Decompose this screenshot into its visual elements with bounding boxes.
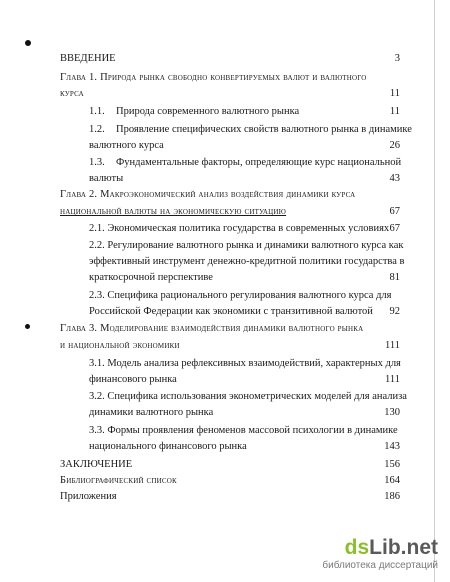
toc-section-1-3-title-line1: Фундаментальные факторы, определяющие курс национальной (116, 157, 402, 168)
toc-section-3-3-title-line2: национального финансового рынка (89, 441, 247, 452)
toc-section-1-2-title-line1: Проявление специфических свойств валютного рынка в динамике (116, 124, 412, 135)
toc-section-3-3-page: 143 (384, 441, 400, 452)
punch-hole-mark-middle (25, 324, 30, 329)
toc-section-1-3-number: 1.3. (89, 157, 105, 168)
page-edge-line (434, 0, 435, 582)
toc-section-2-3-page: 92 (389, 306, 400, 317)
toc-chapter2-title-line1: Глава 2. Макроэкономический анализ воздействия динамики курса (60, 189, 356, 200)
toc-chapter3-title-line1: Глава 3. Моделирование взаимодействия динамики валютного рынка (60, 323, 364, 334)
toc-bibliography-page: 164 (384, 475, 400, 486)
toc-intro-label: ВВЕДЕНИЕ (60, 53, 116, 64)
toc-section-3-1-page: 111 (385, 374, 400, 385)
toc-chapter2-page: 67 (389, 206, 400, 217)
toc-section-2-3-title-line1: 2.3. Специфика рационального регулирования валютного курса для (89, 290, 392, 301)
toc-section-1-2-number: 1.2. (89, 124, 105, 135)
toc-section-2-3-title-line2: Российской Федерации как экономики с транзитивной валютой (89, 306, 373, 317)
toc-conclusion-page: 156 (384, 459, 400, 470)
toc-chapter2-title-line2: национальной валюты на экономическую ситуацию (60, 206, 287, 217)
toc-section-1-2-page: 26 (389, 140, 400, 151)
toc-section-1-3-title-line2: валюты (89, 173, 124, 184)
toc-section-3-1-title-line2: финансового рынка (89, 374, 177, 385)
toc-chapter1-page: 11 (389, 88, 400, 99)
toc-section-2-2-title-line3: краткосрочной перспективе (89, 272, 213, 283)
toc-section-2-1-page: 67 (389, 223, 400, 234)
toc-section-3-1-title-line1: 3.1. Модель анализа рефлексивных взаимодействий, характерных для (89, 358, 401, 369)
toc-conclusion-label: ЗАКЛЮЧЕНИЕ (60, 459, 133, 470)
punch-hole-mark-top (25, 40, 31, 46)
toc-section-2-1-title: 2.1. Экономическая политика государства в современных условиях (89, 223, 390, 234)
toc-bibliography-label: Библиографический список (60, 475, 177, 486)
dslib-watermark (260, 536, 440, 576)
toc-chapter3-title-line2: и национальной экономики (60, 340, 180, 351)
toc-appendices-label: Приложения (60, 491, 117, 502)
dslib-logo-lib: Lib (369, 536, 401, 559)
toc-section-1-1-title: Природа современного валютного рынка (116, 106, 300, 117)
toc-section-3-2-page: 130 (384, 407, 400, 418)
toc-section-2-2-title-line2: эффективный инструмент денежно-кредитной политики государства в (89, 256, 405, 267)
toc-section-1-1-page: 11 (389, 106, 400, 117)
toc-section-3-2-title-line2: динамики валютного рынка (89, 407, 214, 418)
toc-section-3-2-title-line1: 3.2. Специфика использования эконометрических моделей для анализа (89, 391, 407, 402)
toc-section-3-3-title-line1: 3.3. Формы проявления феноменов массовой психологии в динамике (89, 425, 398, 436)
toc-section-1-2-title-line2: валютного курса (89, 140, 164, 151)
toc-section-2-2-title-line1: 2.2. Регулирование валютного рынка и динамики валютного курса как (89, 240, 404, 251)
dslib-logo-net: .net (400, 536, 438, 559)
toc-chapter1-title-line1: Глава 1. Природа рынка свободно конвертируемых валют и валютного (60, 72, 367, 83)
dslib-logo (345, 536, 438, 560)
toc-section-1-1-number: 1.1. (89, 106, 105, 117)
toc-intro-page: 3 (394, 53, 400, 64)
dslib-subtitle: библиотека диссертаций (322, 560, 438, 571)
toc-chapter1-title-line2: курса (60, 88, 84, 99)
toc-section-2-2-page: 81 (389, 272, 400, 283)
toc-section-1-3-page: 43 (389, 173, 400, 184)
toc-chapter3-page: 111 (385, 340, 400, 351)
dslib-logo-ds: ds (344, 536, 370, 559)
toc-appendices-page: 186 (384, 491, 400, 502)
